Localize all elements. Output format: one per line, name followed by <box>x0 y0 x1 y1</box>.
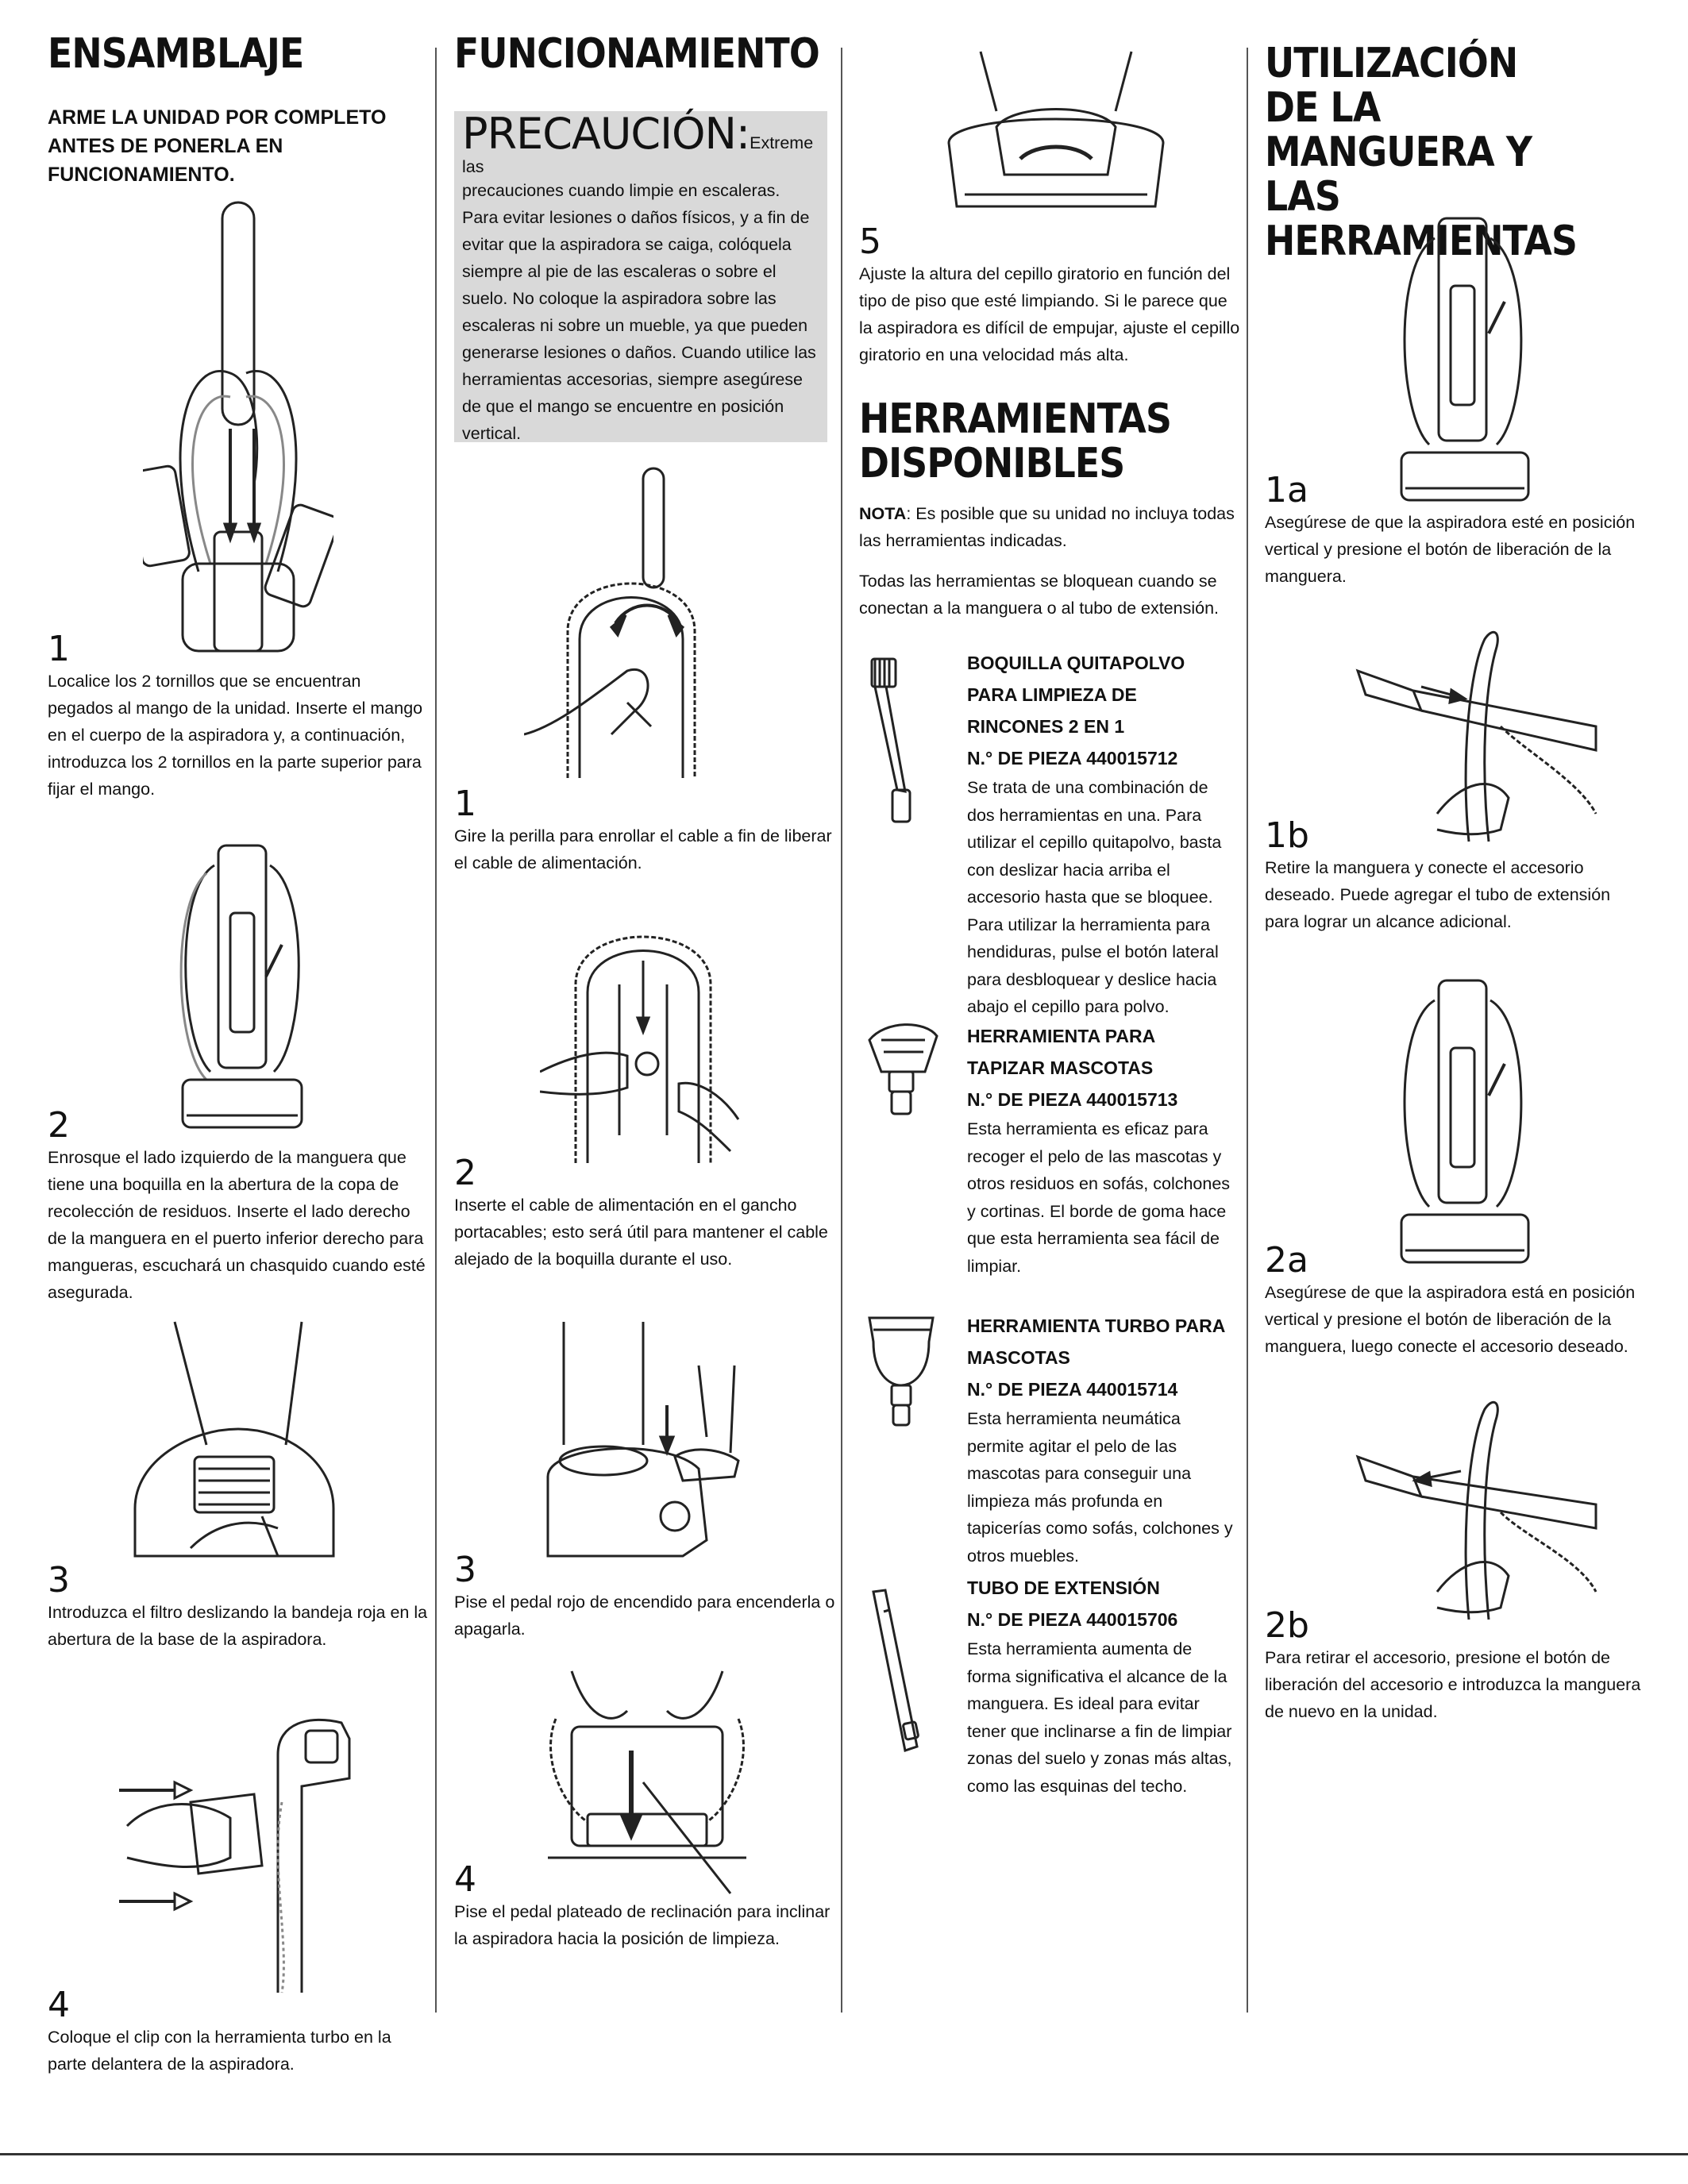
operation-column <box>454 32 827 76</box>
hose-step1a-illustration <box>1389 214 1540 508</box>
tools-lock-note: Todas las herramientas se bloquean cuando se conectan a la manguera o al tubo de extensión. <box>859 572 1220 618</box>
operation-step2-illustration <box>540 913 754 1167</box>
tool-dusting-crevice <box>967 647 1237 1021</box>
step-number: 4 <box>454 1859 476 1900</box>
tool-title: HERRAMIENTA TURBO PARA MASCOTAS <box>967 1315 1225 1368</box>
hose-step-2b <box>1265 1605 1646 1725</box>
caution-box <box>454 111 827 442</box>
step-number: 1a <box>1265 470 1308 510</box>
assembly-step4-illustration <box>111 1707 357 2001</box>
assembly-step1-illustration <box>143 198 333 659</box>
hose-step1b-illustration <box>1342 623 1604 845</box>
brushroll-step-5 <box>859 221 1240 368</box>
page-bottom-rule <box>0 2153 1688 2155</box>
step-text: Pise el pedal rojo de encendido para encenderla o apagarla. <box>454 1593 835 1639</box>
hose-step2b-illustration <box>1342 1393 1604 1624</box>
step-number: 3 <box>48 1560 70 1600</box>
hose-step-2a <box>1265 1242 1646 1360</box>
extension-wand-icon <box>869 1588 925 1762</box>
pet-upholstery-tool-icon <box>861 1016 941 1119</box>
assembly-column <box>48 32 421 189</box>
hose-step2a-illustration <box>1389 976 1540 1270</box>
assembly-step2-illustration <box>171 842 314 1135</box>
step-number: 5 <box>859 221 881 262</box>
step-number: 2b <box>1265 1605 1309 1646</box>
tool-part-number: N.° DE PIEZA 440015713 <box>967 1089 1178 1110</box>
assembly-step-3 <box>48 1562 429 1653</box>
caution-lead: Extreme las <box>462 133 814 176</box>
assembly-lead: ARME LA UNIDAD POR COMPLETO ANTES DE PONERLA EN FUNCIONAMIENTO. <box>48 106 387 186</box>
step-number: 1b <box>1265 815 1309 856</box>
column-divider <box>1247 48 1248 2013</box>
operation-step-3 <box>454 1552 835 1643</box>
assembly-step-1 <box>48 631 429 803</box>
step-number: 4 <box>48 1985 70 2025</box>
step-number: 2a <box>1265 1240 1308 1281</box>
operation-step-2 <box>454 1155 835 1273</box>
step-number: 1 <box>48 629 70 669</box>
operation-step1-illustration <box>524 464 738 782</box>
step-text: Asegúrese de que la aspiradora esté en posición vertical y presione el botón de liberación de la manguera. <box>1265 513 1636 586</box>
brushroll-illustration <box>941 48 1171 214</box>
tool-part-number: N.° DE PIEZA 440015712 <box>967 748 1178 768</box>
step-text: Pise el pedal plateado de reclinación para inclinar la aspiradora hacia la posición de limpieza. <box>454 1902 831 1948</box>
step-text: Gire la perilla para enrollar el cable a fin de liberar el cable de alimentación. <box>454 826 832 872</box>
dusting-brush-icon <box>865 655 913 826</box>
assembly-step3-illustration <box>119 1318 349 1564</box>
tool-pet-upholstery <box>967 1020 1237 1280</box>
step-text: Coloque el clip con la herramienta turbo en la parte delantera de la aspiradora. <box>48 2028 391 2074</box>
tool-description: Esta herramienta neumática permite agitar el pelo de las mascotas para conseguir una limpieza más profunda en tapicerías como sofás, colchones y otros muebles. <box>967 1409 1233 1566</box>
operation-step-1 <box>454 786 835 876</box>
tool-title: BOQUILLA QUITAPOLVO PARA LIMPIEZA DE RINCONES 2 EN 1 <box>967 653 1185 737</box>
operation-step-4 <box>454 1859 835 1952</box>
note-text: : Es posible que su unidad no incluya todas las herramientas indicadas. <box>859 504 1235 550</box>
column-divider <box>435 48 437 2013</box>
step-number: 3 <box>454 1550 476 1590</box>
tool-description: Esta herramienta aumenta de forma significativa el alcance de la manguera. Es ideal para evitar tener que inclinarse a fin de limpiar zonas del suelo y zonas más altas, como las esquinas del techo. <box>967 1639 1232 1796</box>
tool-title: TUBO DE EXTENSIÓN <box>967 1577 1160 1598</box>
tool-description: Se trata de una combinación de dos herramientas en una. Para utilizar el cepillo quitapolvo, basta con deslizar hacia arriba el accesorio hasta que se bloquee. Para utilizar la herramienta para hendiduras, pulse el botón lateral para desbloquear y deslice hacia abajo el cepillo para polvo. <box>967 778 1222 1016</box>
note-label: NOTA <box>859 504 907 523</box>
tool-part-number: N.° DE PIEZA 440015706 <box>967 1609 1178 1630</box>
assembly-step-2 <box>48 1107 429 1306</box>
operation-title: FUNCIONAMIENTO <box>454 30 819 78</box>
step-number: 1 <box>454 784 476 824</box>
step-text: Localice los 2 tornillos que se encuentran pegados al mango de la unidad. Inserte el mango en el cuerpo de la aspiradora y, a continuación, introduzca los 2 tornillos en la parte superior para fijar el mango. <box>48 672 423 799</box>
step-number: 2 <box>454 1153 476 1193</box>
pet-turbo-tool-icon <box>861 1310 941 1429</box>
tools-title: HERRAMIENTAS DISPONIBLES <box>859 395 1172 487</box>
tools-note <box>859 500 1240 554</box>
caution-body: precauciones cuando limpie en escaleras. Para evitar lesiones o daños físicos, y a fin de evitar que la aspiradora se caiga, colóquela siempre al pie de las escaleras o sobre el suelo. No coloque la aspiradora sobre las escaleras ni sobre un mueble, ya que pueden generarse lesiones o daños. Cuando utilice las herramientas accesorias, siempre asegúrese de que el mango se encuentre en posición vertical. <box>462 181 816 443</box>
step-text: Introduzca el filtro deslizando la bandeja roja en la abertura de la base de la aspiradora. <box>48 1603 428 1649</box>
tool-pet-turbo <box>967 1310 1237 1570</box>
column-divider <box>841 48 842 2013</box>
tool-title: HERRAMIENTA PARA TAPIZAR MASCOTAS <box>967 1026 1155 1078</box>
tool-description: Esta herramienta es eficaz para recoger el pelo de las mascotas y otros residuos en sofás, colchones y cortinas. El borde de goma hace que esta herramienta sea fácil de limpiar. <box>967 1119 1231 1276</box>
step-text: Enrosque el lado izquierdo de la manguera que tiene una boquilla en la abertura de la copa de recolección de residuos. Inserte el lado derecho de la manguera en el puerto inferior derecho para mangueras, escuchará un chasquido cuando esté asegurada. <box>48 1148 426 1302</box>
tools-header <box>859 397 1232 486</box>
step-text: Inserte el cable de alimentación en el gancho portacables; esto será útil para mantener el cable alejado de la boquilla durante el uso. <box>454 1196 828 1269</box>
step-text: Para retirar el accesorio, presione el botón de liberación del accesorio e introduzca la manguera de nuevo en la unidad. <box>1265 1648 1641 1721</box>
operation-step3-illustration <box>540 1318 746 1564</box>
hose-step-1a <box>1265 472 1646 590</box>
hose-step-1b <box>1265 815 1646 935</box>
assembly-step-4 <box>48 1987 429 2078</box>
step-text: Ajuste la altura del cepillo giratorio en función del tipo de piso que esté limpiando. Si le parece que la aspiradora es difícil de empujar, ajuste el cepillo giratorio en una velocidad más alta. <box>859 264 1240 364</box>
assembly-title: ENSAMBLAJE <box>48 30 304 78</box>
tool-part-number: N.° DE PIEZA 440015714 <box>967 1379 1178 1400</box>
tool-extension-wand <box>967 1572 1237 1800</box>
step-text: Retire la manguera y conecte el accesorio deseado. Puede agregar el tubo de extensión para lograr un alcance adicional. <box>1265 858 1611 931</box>
step-text: Asegúrese de que la aspiradora está en posición vertical y presione el botón de liberación de la manguera, luego conecte el accesorio deseado. <box>1265 1283 1636 1356</box>
caution-heading: PRECAUCIÓN: <box>462 109 750 159</box>
hose-tools-title: UTILIZACIÓN DE LA MANGUERA Y LAS HERRAMIENTAS <box>1265 40 1578 265</box>
step-number: 2 <box>48 1105 70 1146</box>
